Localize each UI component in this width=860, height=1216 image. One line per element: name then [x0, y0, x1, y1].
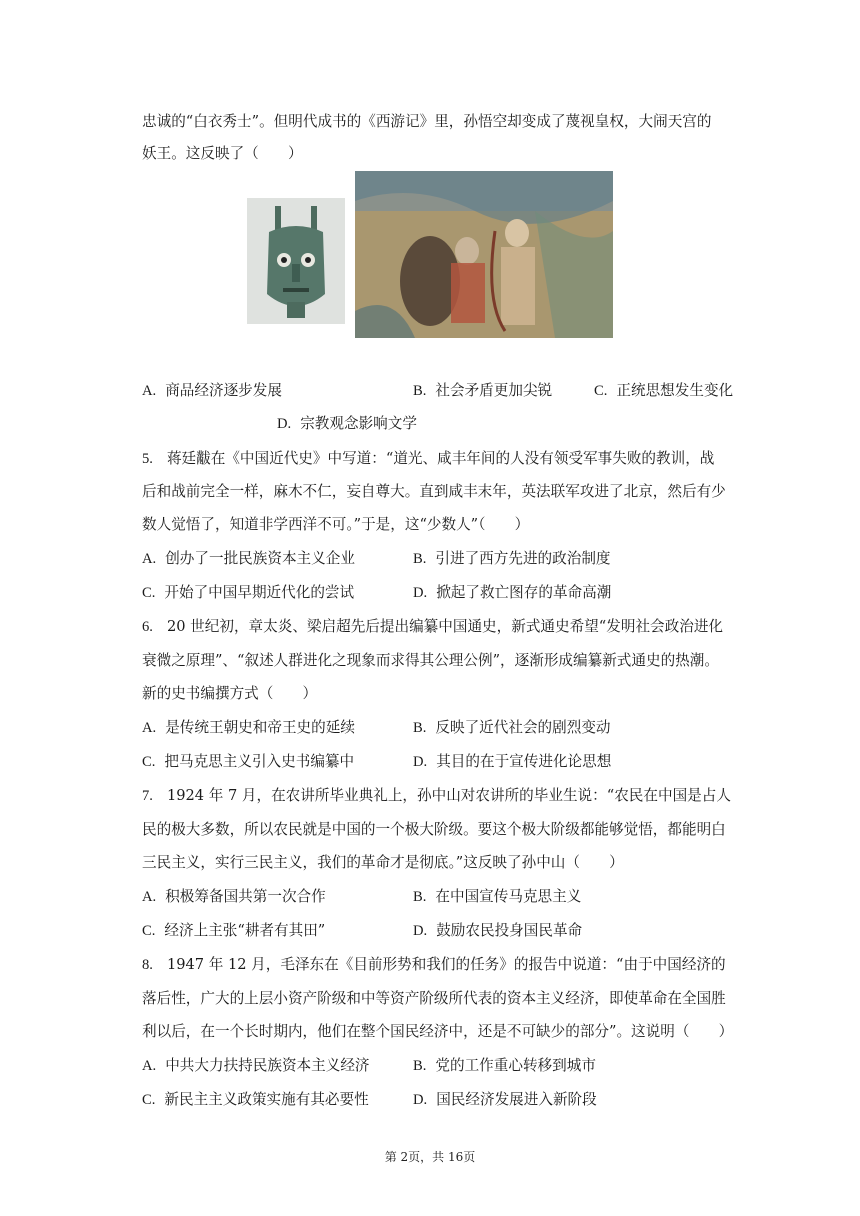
option-text: 宗教观念影响文学: [300, 415, 417, 432]
q5-stem-line-2: 后和战前完全一样，麻木不仁，妄自尊大。直到咸丰末年，英法联军攻进了北京，然后有少: [142, 483, 726, 500]
option-key: B.: [413, 1058, 427, 1074]
q6-option-a[interactable]: [142, 718, 355, 738]
option-text: 在中国宣传马克思主义: [435, 888, 582, 905]
option-key: B.: [413, 889, 427, 905]
q5-option-c[interactable]: [142, 583, 354, 603]
option-text: 掀起了救亡图存的革命高潮: [436, 584, 612, 601]
option-text: 积极筹备国共第一次合作: [165, 888, 326, 905]
option-text: 把马克思主义引入史书编纂中: [164, 753, 355, 770]
q6-stem-text: 20 世纪初，章太炎、梁启超先后提出编纂中国通史，新式通史希望“发明社会政治进化: [166, 618, 724, 635]
q5-option-d[interactable]: [413, 583, 611, 603]
q6-option-d[interactable]: [413, 752, 611, 772]
q4-option-a[interactable]: [142, 381, 282, 401]
q5-stem-line-3: 数人觉悟了，知道非学西洋不可。”于是，这“少数人”（ ）: [142, 516, 530, 533]
option-text: 新民主主义政策实施有其必要性: [164, 1091, 369, 1108]
q5-stem-text: 蒋廷黻在《中国近代史》中写道：“道光、咸丰年间的人没有领受军事失败的教训，战: [166, 450, 715, 467]
q7-stem-line-2: 民的极大多数，所以农民就是中国的一个极大阶级。要这个极大阶级都能够觉悟，都能明白: [142, 821, 726, 838]
option-text: 其目的在于宣传进化论思想: [436, 753, 612, 770]
question-number: 5.: [142, 451, 153, 467]
q6-option-c[interactable]: [142, 752, 354, 772]
option-key: C.: [142, 754, 156, 770]
option-text: 引进了西方先进的政治制度: [435, 550, 611, 567]
q8-stem-line-3: 利以后，在一个长时期内，他们在整个国民经济中，还是不可缺少的部分”。这说明（ ）: [142, 1023, 734, 1040]
bronze-mask-icon: [247, 198, 345, 324]
option-text: 经济上主张“耕者有其田”: [164, 922, 326, 939]
option-key: B.: [413, 720, 427, 736]
q4-option-d[interactable]: [277, 414, 417, 434]
option-text: 党的工作重心转移到城市: [435, 1057, 596, 1074]
q8-option-d[interactable]: [413, 1090, 597, 1110]
q7-stem-line-1: [142, 786, 752, 806]
q8-option-a[interactable]: [142, 1056, 370, 1076]
q6-stem-line-2: 衰微之原理”、“叙述人群进化之现象而求得其公理公例”，逐渐形成编纂新式通史的热潮。: [142, 652, 719, 669]
option-key: C.: [142, 1092, 156, 1108]
mural-painting-image: [355, 171, 613, 338]
bronze-mask-image: [247, 198, 345, 324]
option-key: C.: [142, 585, 156, 601]
option-text: 创办了一批民族资本主义企业: [165, 550, 355, 567]
option-text: 社会矛盾更加尖锐: [435, 382, 553, 399]
option-text: 中共大力扶持民族资本主义经济: [165, 1057, 370, 1074]
option-key: D.: [413, 923, 428, 939]
option-key: D.: [413, 754, 428, 770]
q6-option-b[interactable]: [413, 718, 611, 738]
question-number: 6.: [142, 619, 153, 635]
q6-stem-line-3: 新的史书编撰方式（ ）: [142, 685, 318, 702]
option-key: A.: [142, 383, 157, 399]
q7-stem-text: 1924 年 7 月，在农讲所毕业典礼上，孙中山对农讲所的毕业生说：“农民在中国是占人: [166, 787, 731, 804]
q8-stem-line-1: [142, 955, 752, 975]
page-footer: 第 2页，共 16页: [384, 1150, 476, 1164]
option-key: C.: [142, 923, 156, 939]
q6-stem-line-1: [142, 617, 752, 637]
option-text: 国民经济发展进入新阶段: [436, 1091, 597, 1108]
q4-option-c[interactable]: [594, 381, 733, 401]
q5-stem-line-1: [142, 449, 752, 469]
q4-stem-line-1: 忠诚的“白衣秀士”。但明代成书的《西游记》里，孙悟空却变成了蔑视皇权，大闹天宫的: [142, 113, 712, 130]
question-number: 7.: [142, 788, 153, 804]
option-text: 开始了中国早期近代化的尝试: [164, 584, 355, 601]
q8-option-b[interactable]: [413, 1056, 596, 1076]
q4-stem-line-2: 妖王。这反映了（ ）: [142, 145, 303, 162]
option-key: D.: [413, 585, 428, 601]
option-text: 商品经济逐步发展: [165, 382, 282, 399]
q8-stem-line-2: 落后性，广大的上层小资产阶级和中等资产阶级所代表的资本主义经济，即使革命在全国胜: [142, 990, 726, 1007]
mural-painting-icon: [355, 171, 613, 338]
option-key: B.: [413, 551, 427, 567]
option-key: D.: [277, 416, 292, 432]
option-text: 是传统王朝史和帝王史的延续: [165, 719, 355, 736]
q4-option-b[interactable]: [413, 381, 552, 401]
option-key: D.: [413, 1092, 428, 1108]
option-key: A.: [142, 551, 157, 567]
option-text: 反映了近代社会的剧烈变动: [435, 719, 611, 736]
q7-option-a[interactable]: [142, 887, 326, 907]
q8-option-c[interactable]: [142, 1090, 369, 1110]
option-key: A.: [142, 1058, 157, 1074]
q5-option-b[interactable]: [413, 549, 611, 569]
option-key: A.: [142, 720, 157, 736]
q5-option-a[interactable]: [142, 549, 355, 569]
q8-stem-text: 1947 年 12 月，毛泽东在《目前形势和我们的任务》的报告中说道：“由于中国经济的: [166, 956, 726, 973]
option-key: A.: [142, 889, 157, 905]
question-number: 8.: [142, 957, 153, 973]
option-text: 鼓励农民投身国民革命: [436, 922, 583, 939]
option-text: 正统思想发生变化: [616, 382, 734, 399]
q7-stem-line-3: 三民主义，实行三民主义，我们的革命才是彻底。”这反映了孙中山（ ）: [142, 854, 624, 871]
q7-option-b[interactable]: [413, 887, 581, 907]
option-key: C.: [594, 383, 608, 399]
q7-option-c[interactable]: [142, 921, 325, 941]
q7-option-d[interactable]: [413, 921, 582, 941]
option-key: B.: [413, 383, 427, 399]
